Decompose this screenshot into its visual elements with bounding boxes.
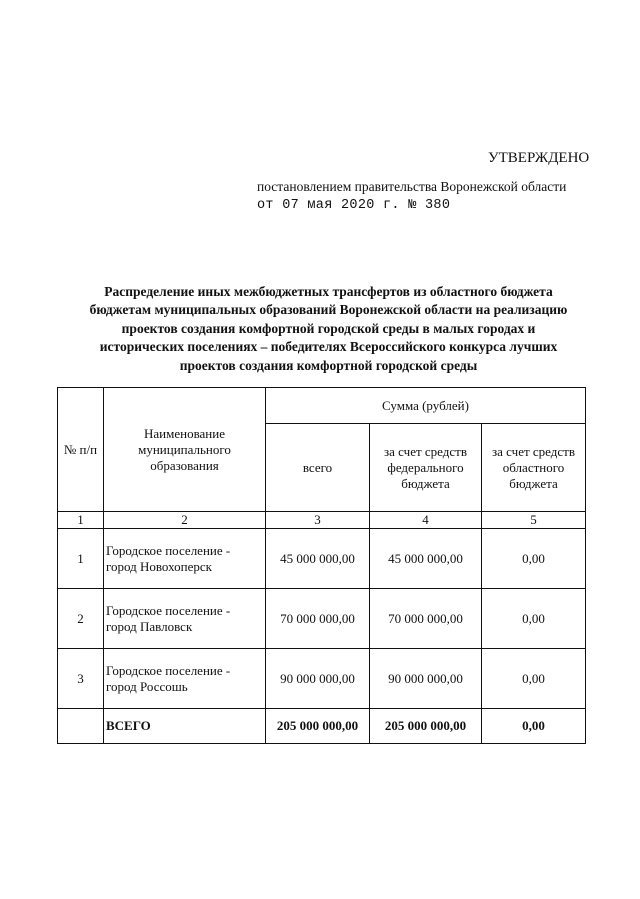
row-regional-cell: 0,00 — [482, 529, 586, 589]
header-sum-cell: Сумма (рублей) — [266, 388, 586, 424]
index-cell: 4 — [370, 512, 482, 529]
row-name-text: Городское поселение - — [106, 543, 231, 558]
total-sum-cell: 205 000 000,00 — [266, 709, 370, 744]
total-regional-cell: 0,00 — [482, 709, 586, 744]
header-regional-text: за счет средств — [492, 443, 575, 459]
table-row — [58, 589, 586, 649]
table-row — [58, 649, 586, 709]
header-federal-text: федерального — [387, 459, 464, 475]
title-line: проектов создания комфортной городской среды в малых городах и — [121, 320, 536, 336]
title-line: исторических поселениях – победителях Всероссийского конкурса лучших — [99, 339, 558, 355]
row-name-text: Городское поселение - — [106, 663, 231, 678]
header-total-cell: всего — [266, 424, 370, 512]
row-name-text: Городское поселение - — [106, 603, 231, 618]
index-cell: 2 — [104, 512, 266, 529]
row-name-cell — [104, 589, 266, 649]
row-name-cell — [104, 649, 266, 709]
index-cell: 3 — [266, 512, 370, 529]
total-number-cell — [58, 709, 104, 744]
table-row — [58, 529, 586, 589]
row-number-cell: 3 — [58, 649, 104, 709]
title-line: Распределение иных межбюджетных трансфертов из областного бюджета — [104, 284, 553, 299]
header-federal-cell — [370, 424, 482, 512]
index-row — [58, 512, 586, 529]
row-regional-cell: 0,00 — [482, 589, 586, 649]
total-federal-cell: 205 000 000,00 — [370, 709, 482, 744]
row-federal-cell: 90 000 000,00 — [370, 649, 482, 709]
row-federal-cell: 45 000 000,00 — [370, 529, 482, 589]
title-line: проектов создания комфортной городской среды — [179, 357, 478, 373]
total-row — [58, 709, 586, 744]
index-cell: 5 — [482, 512, 586, 529]
row-regional-cell: 0,00 — [482, 649, 586, 709]
header-name-text: образования — [150, 457, 219, 473]
approved-label: УТВЕРЖДЕНО — [488, 150, 590, 166]
header-federal-text: бюджета — [401, 475, 450, 491]
distribution-table — [57, 387, 586, 744]
header-regional-text: бюджета — [509, 475, 558, 491]
row-total-cell: 45 000 000,00 — [266, 529, 370, 589]
decree-number-line: от 07 мая 2020 г. № 380 — [257, 198, 451, 213]
row-name-text: город Павловск — [106, 619, 193, 634]
header-name-text: Наименование — [144, 425, 225, 441]
row-name-cell — [104, 529, 266, 589]
row-total-cell: 90 000 000,00 — [266, 649, 370, 709]
row-number-cell: 2 — [58, 589, 104, 649]
header-regional-cell — [482, 424, 586, 512]
decree-line: постановлением правительства Воронежской области — [257, 179, 567, 194]
row-total-cell: 70 000 000,00 — [266, 589, 370, 649]
total-label-cell: ВСЕГО — [104, 709, 266, 744]
table-header-row — [58, 388, 586, 424]
row-name-text: город Новохоперск — [106, 559, 212, 574]
row-number-cell: 1 — [58, 529, 104, 589]
header-name-text: муниципального — [138, 441, 231, 457]
row-federal-cell: 70 000 000,00 — [370, 589, 482, 649]
document-title — [50, 283, 607, 375]
title-line: бюджетам муниципальных образований Воронежской области на реализацию — [89, 302, 568, 318]
row-name-text: город Россошь — [106, 679, 188, 694]
header-name-cell — [104, 388, 266, 512]
header-regional-text: областного — [502, 459, 565, 475]
header-federal-text: за счет средств — [384, 443, 467, 459]
index-cell: 1 — [58, 512, 104, 529]
header-number-cell: № п/п — [58, 388, 104, 512]
